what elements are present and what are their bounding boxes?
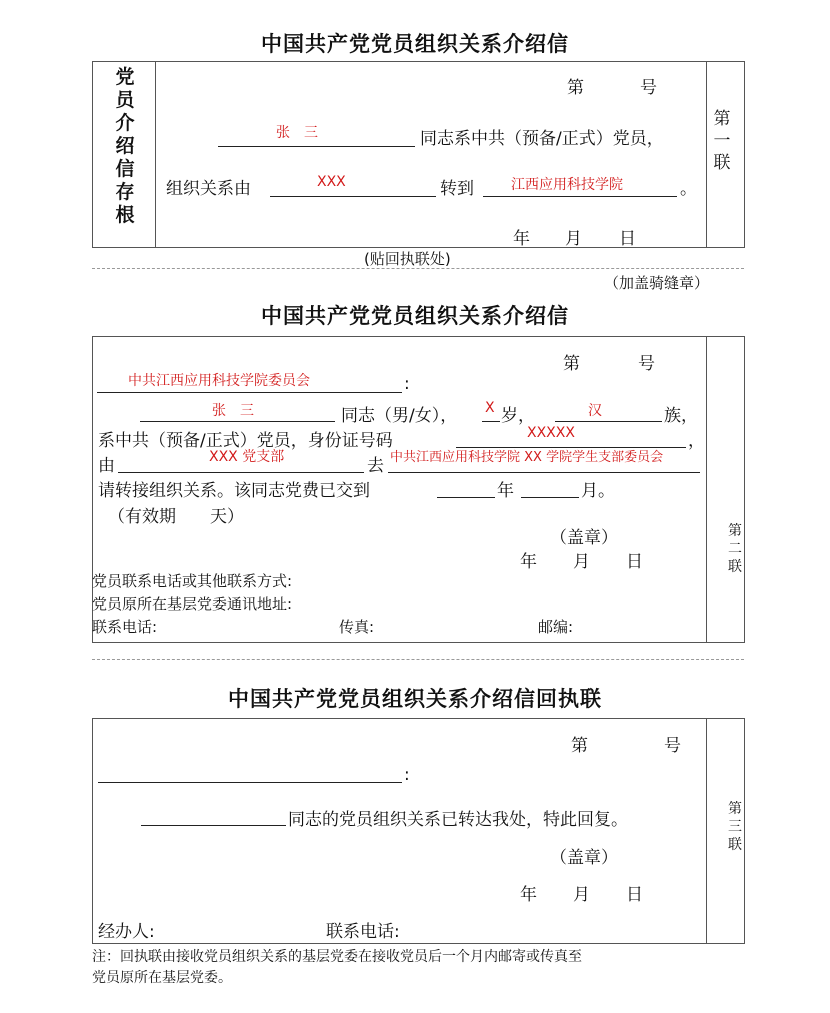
letter-addressee-line[interactable] <box>97 392 402 393</box>
letter-title: 中国共产党党员组织关系介绍信 <box>261 304 569 328</box>
stub-number-hao: 号 <box>640 78 657 98</box>
letter-addressee-value: 中共江西应用科技学院委员会 <box>128 373 310 389</box>
stub-date-month: 月 <box>565 229 582 249</box>
letter-fee-month: 月。 <box>581 481 615 501</box>
receipt-box <box>92 718 745 944</box>
stub-date-day: 日 <box>619 229 636 249</box>
cut-line-1 <box>92 268 744 269</box>
stub-title: 中国共产党党员组织关系介绍信 <box>261 32 569 56</box>
letter-ethnicity-value: 汉 <box>588 403 602 419</box>
letter-seal: （盖章） <box>550 528 618 548</box>
stub-paste-note: (贴回执联处) <box>364 250 451 268</box>
stub-from-line[interactable] <box>270 196 436 197</box>
letter-fee-year-line[interactable] <box>437 497 495 498</box>
receipt-note-line1: 注：回执联由接收党员组织关系的基层党委在接收党员后一个月内邮寄或传真至 <box>92 949 582 965</box>
receipt-phone-label: 联系电话: <box>326 922 400 942</box>
receipt-handler-label: 经办人: <box>98 922 155 942</box>
receipt-name-line[interactable] <box>141 825 286 826</box>
stub-period: 。 <box>680 179 697 199</box>
stub-to-line[interactable] <box>483 196 677 197</box>
stub-side-label: 党员介绍信存根 <box>115 66 135 226</box>
letter-zip-label: 邮编: <box>538 618 574 636</box>
stub-name-value: 张 三 <box>276 125 318 141</box>
letter-to-value: 中共江西应用科技学院 XX 学院学生支部委员会 <box>390 450 664 465</box>
letter-date-month: 月 <box>573 552 590 572</box>
stub-date-year: 年 <box>513 229 530 249</box>
stub-copy-label: 第一联 <box>713 109 731 173</box>
letter-age-line[interactable] <box>482 421 500 422</box>
receipt-date-month: 月 <box>573 885 590 905</box>
letter-fee-month-line[interactable] <box>521 497 579 498</box>
stub-seal-note: （加盖骑缝章） <box>604 274 710 292</box>
receipt-note-line2: 党员原所在基层党委。 <box>92 970 232 986</box>
letter-fax-label: 传真: <box>339 618 375 636</box>
letter-member-text: 系中共（预备/正式）党员，身份证号码 <box>98 431 393 451</box>
receipt-body-text: 同志的党员组织关系已转达我处，特此回复。 <box>288 810 628 830</box>
letter-transfer-text: 请转接组织关系。该同志党费已交到 <box>98 481 370 501</box>
receipt-org-line[interactable] <box>98 782 402 783</box>
letter-date-year: 年 <box>520 552 537 572</box>
letter-to-label: 去 <box>367 456 384 476</box>
letter-age-value: X <box>485 400 495 416</box>
receipt-seal: （盖章） <box>550 848 618 868</box>
stub-from-label: 组织关系由 <box>166 179 251 199</box>
letter-ethnicity-unit: 族， <box>664 406 698 426</box>
letter-validity: （有效期 天） <box>108 507 244 527</box>
letter-number-hao: 号 <box>638 354 655 374</box>
letter-from-value: XXX 党支部 <box>209 449 285 465</box>
letter-name-value: 张 三 <box>212 403 254 419</box>
letter-orig-address-label: 党员原所在基层党委通讯地址: <box>92 595 293 613</box>
stub-from-value: XXX <box>317 174 346 190</box>
receipt-number-hao: 号 <box>664 736 681 756</box>
letter-name-line[interactable] <box>140 421 335 422</box>
receipt-date-year: 年 <box>520 885 537 905</box>
letter-to-line[interactable] <box>388 472 700 473</box>
letter-from-label: 由 <box>98 456 115 476</box>
stub-name-line[interactable] <box>218 146 415 147</box>
receipt-date-day: 日 <box>626 885 643 905</box>
letter-copy-label: 第二联 <box>728 523 742 575</box>
letter-id-comma: ， <box>688 431 705 451</box>
letter-ethnicity-line[interactable] <box>555 421 662 422</box>
cut-line-2 <box>92 659 744 660</box>
receipt-title: 中国共产党党员组织关系介绍信回执联 <box>228 687 602 711</box>
receipt-number-di: 第 <box>571 736 588 756</box>
letter-fee-year: 年 <box>497 481 514 501</box>
letter-from-line[interactable] <box>118 472 364 473</box>
letter-age-unit: 岁， <box>501 406 535 426</box>
stub-to-label: 转到 <box>440 179 474 199</box>
letter-tel-label: 联系电话: <box>92 618 158 636</box>
letter-date-day: 日 <box>626 552 643 572</box>
receipt-copy-label: 第三联 <box>728 801 742 853</box>
letter-gender-text: 同志（男/女）， <box>341 406 458 426</box>
stub-line1-text: 同志系中共（预备/正式）党员， <box>420 129 664 149</box>
letter-id-value: XXXXX <box>527 425 575 441</box>
stub-number-di: 第 <box>567 78 584 98</box>
stub-to-value: 江西应用科技学院 <box>511 177 623 193</box>
letter-number-di: 第 <box>563 354 580 374</box>
letter-addressee-colon: : <box>404 374 410 394</box>
receipt-org-colon: : <box>404 765 410 785</box>
letter-contact-phone-label: 党员联系电话或其他联系方式: <box>92 572 293 590</box>
